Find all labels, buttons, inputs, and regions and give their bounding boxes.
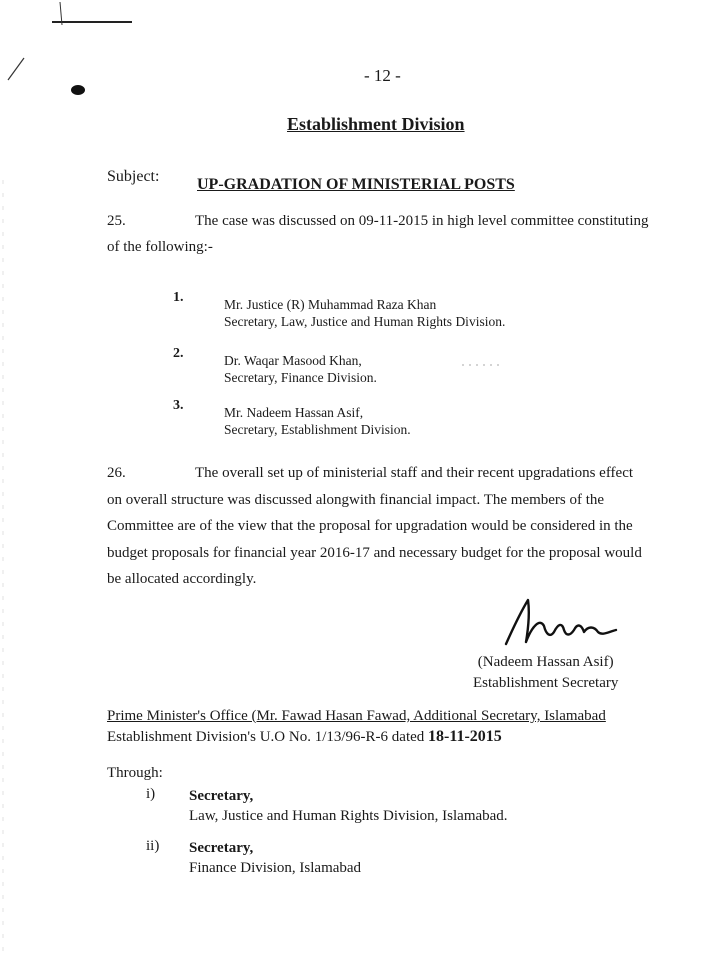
member-item bbox=[224, 352, 377, 386]
uo-number: Establishment Division's U.O No. 1/13/96-R-6 dated bbox=[107, 729, 429, 745]
member-number: 2. bbox=[173, 346, 184, 361]
member-item bbox=[224, 404, 411, 438]
through-title: Secretary, bbox=[189, 788, 254, 804]
subject-label: Subject: bbox=[107, 168, 160, 185]
subject-text: UP-GRADATION OF MINISTERIAL POSTS bbox=[197, 176, 515, 193]
handwritten-signature bbox=[500, 596, 622, 648]
document-heading: Establishment Division bbox=[287, 114, 465, 134]
through-label: Through: bbox=[107, 765, 163, 781]
member-number: 1. bbox=[173, 290, 184, 305]
page-number: - 12 - bbox=[364, 66, 401, 85]
paragraph-text: The overall set up of ministerial staff and their recent upgradations effect on overall structure was discussed alongwith financial impact. The members of the Committee are of the view that the proposal for upgradation would be considered in the budget proposals for financial year 2016-17 and necessary budget for the proposal would be allocated accordingly. bbox=[107, 465, 642, 587]
member-designation: Secretary, Law, Justice and Human Rights Division. bbox=[224, 314, 506, 329]
paragraph-number: 25. bbox=[107, 213, 126, 229]
uo-reference bbox=[107, 728, 502, 746]
paragraph-25 bbox=[107, 208, 655, 260]
member-designation: Secretary, Establishment Division. bbox=[224, 422, 411, 437]
member-name: Mr. Nadeem Hassan Asif, bbox=[224, 405, 364, 420]
member-number: 3. bbox=[173, 398, 184, 413]
member-designation: Secretary, Finance Division. bbox=[224, 370, 377, 385]
signatory-name: (Nadeem Hassan Asif) bbox=[477, 654, 614, 670]
member-name: Mr. Justice (R) Muhammad Raza Khan bbox=[224, 297, 437, 312]
through-body: Law, Justice and Human Rights Division, Islamabad. bbox=[189, 808, 508, 824]
through-number: i) bbox=[146, 786, 156, 802]
addressee-line: Prime Minister's Office (Mr. Fawad Hasan Fawad, Additional Secretary, Islamabad bbox=[107, 708, 606, 724]
uo-date: 18-11-2015 bbox=[428, 728, 502, 745]
paragraph-number: 26. bbox=[107, 465, 126, 481]
through-item bbox=[189, 788, 508, 825]
paragraph-text: The case was discussed on 09-11-2015 in high level committee constituting of the following:- bbox=[107, 213, 649, 255]
member-item bbox=[224, 296, 505, 330]
signatory-block bbox=[473, 652, 618, 694]
paragraph-26 bbox=[107, 460, 647, 593]
through-item bbox=[189, 840, 361, 877]
through-number: ii) bbox=[146, 838, 160, 854]
through-title: Secretary, bbox=[189, 840, 254, 856]
member-name: Dr. Waqar Masood Khan, bbox=[224, 353, 362, 368]
signatory-designation: Establishment Secretary bbox=[473, 675, 619, 691]
through-body: Finance Division, Islamabad bbox=[189, 860, 362, 876]
